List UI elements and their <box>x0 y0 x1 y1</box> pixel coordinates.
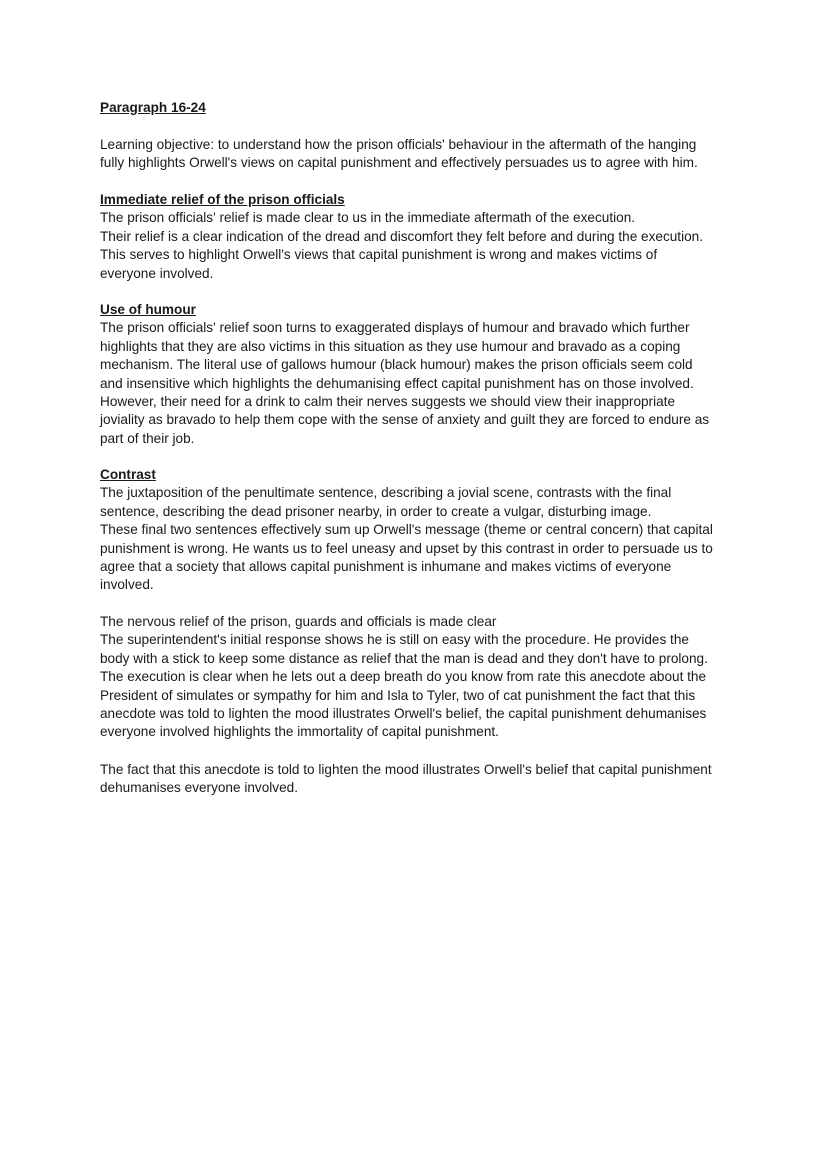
section-use-of-humour <box>100 301 760 448</box>
document-title: Paragraph 16-24 <box>100 100 206 115</box>
section-immediate-relief <box>100 191 760 283</box>
text-line: The prison officials' relief is made clear to us in the immediate aftermath of the execution. <box>100 210 636 226</box>
section-heading: Use of humour <box>100 302 196 317</box>
text-line: anecdote was told to lighten the mood illustrates Orwell's belief, the capital punishment dehumanises <box>100 705 707 721</box>
text-line: everyone involved highlights the immortality of capital punishment. <box>100 724 499 740</box>
text-line: punishment is wrong. He wants us to feel uneasy and upset by this contrast in order to persuade us to <box>100 540 713 556</box>
text-line: The juxtaposition of the penultimate sentence, describing a jovial scene, contrasts with the final <box>100 485 672 501</box>
text-line: President of simulates or sympathy for him and Isla to Tyler, two of cat punishment the fact that this <box>100 687 696 703</box>
text-line: The execution is clear when he lets out a deep breath do you know from rate this anecdote about the <box>100 669 707 685</box>
text-line: Their relief is a clear indication of the dread and discomfort they felt before and during the execution. <box>100 228 704 244</box>
section-heading: Contrast <box>100 467 156 482</box>
text-line: The nervous relief of the prison, guards and officials is made clear <box>100 614 497 629</box>
text-line: everyone involved. <box>100 265 214 281</box>
text-line: The prison officials' relief soon turns to exaggerated displays of humour and bravado which further <box>100 320 690 336</box>
text-line: sentence, describing the dead prisoner nearby, in order to create a vulgar, disturbing image. <box>100 503 652 519</box>
text-line: The superintendent's initial response shows he is still on easy with the procedure. He provides the <box>100 632 689 648</box>
document-title-block <box>100 99 760 117</box>
text-line: However, their need for a drink to calm their nerves suggests we should view their inappropriate <box>100 393 676 409</box>
text-line: This serves to highlight Orwell's views that capital punishment is wrong and makes victims of <box>100 247 658 263</box>
text-line: mechanism. The literal use of gallows humour (black humour) makes the prison officials seem cold <box>100 357 693 373</box>
text-line: involved. <box>100 577 154 593</box>
text-line: joviality as bravado to help them cope with the sense of anxiety and guilt they are forced to endure as <box>100 412 710 428</box>
text-line: body with a stick to keep some distance as relief that the man is dead and they don't have to prolong. <box>100 650 708 666</box>
text-line: agree that a society that allows capital punishment is inhumane and makes victims of everyone <box>100 558 672 574</box>
text-line: and insensitive which highlights the dehumanising effect capital punishment has on those involved. <box>100 375 694 391</box>
conclusion-paragraph <box>100 761 760 798</box>
text-line: dehumanises everyone involved. <box>100 780 298 796</box>
text-line: The fact that this anecdote is told to lighten the mood illustrates Orwell's belief that capital punishment <box>100 762 712 777</box>
section-heading: Immediate relief of the prison officials <box>100 192 345 207</box>
text-line: fully highlights Orwell's views on capital punishment and effectively persuades us to agree with him. <box>100 155 698 171</box>
text-line: These final two sentences effectively sum up Orwell's message (theme or central concern) that capital <box>100 522 713 538</box>
text-line: Learning objective: to understand how the prison officials' behaviour in the aftermath of the hanging <box>100 137 697 152</box>
section-contrast <box>100 466 760 595</box>
text-line: part of their job. <box>100 430 195 446</box>
learning-objective <box>100 136 760 173</box>
text-line: highlights that they are also victims in this situation as they use humour and bravado as a coping <box>100 338 681 354</box>
notes-paragraph <box>100 613 760 742</box>
